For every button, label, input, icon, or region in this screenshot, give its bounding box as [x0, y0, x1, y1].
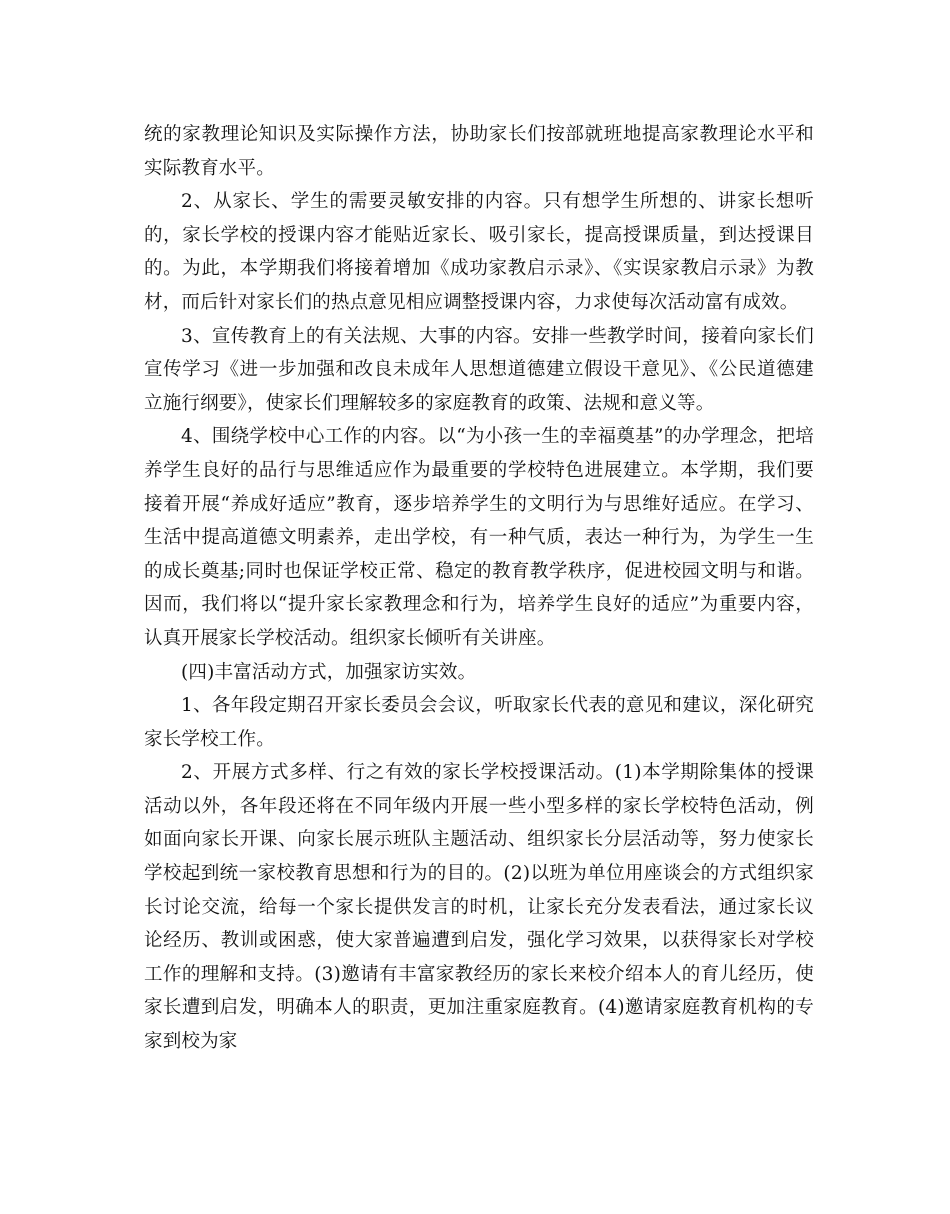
paragraph-sub-2: 2、开展方式多样、行之有效的家长学校授课活动。(1)本学期除集体的授课活动以外，各年段还将在不同年级内开展一些小型多样的家长学校特色活动，例如面向家长开课、向家长展示班队主题活动、组织家长分层活动等，努力使家长学校起到统一家校教育思想和行为的目的。(2)以班为单位用座谈会的方式组织家长讨论交流，给每一个家长提供发言的时机，让家长充分发表看法，通过家长议论经历、教训或困惑，使大家普遍遭到启发，强化学习效果，以获得家长对学校工作的理解和支持。(3)邀请有丰富家教经历的家长来校介绍本人的育儿经历，使家长遭到启发，明确本人的职责，更加注重家庭教育。(4)邀请家庭教育机构的专家到校为家: [144, 762, 814, 1053]
document-page: [144, 118, 814, 1059]
paragraph-continuation: 统的家教理论知识及实际操作方法，协助家长们按部就班地提高家教理论水平和实际教育水平。: [144, 124, 814, 179]
paragraph-item-2: 2、从家长、学生的需要灵敏安排的内容。只有想学生所想的、讲家长想听的，家长学校的授课内容才能贴近家长、吸引家长，提高授课质量，到达授课目的。为此，本学期我们将接着增加《成功家教启示录》、《实误家教启示录》为教材，而后针对家长们的热点意见相应调整授课内容，力求使每次活动富有成效。: [144, 191, 814, 313]
paragraph-item-4: 4、围绕学校中心工作的内容。以“为小孩一生的幸福奠基”的办学理念，把培养学生良好的品行与思维适应作为最重要的学校特色进展建立。本学期，我们要接着开展“养成好适应”教育，逐步培养学生的文明行为与思维好适应。在学习、生活中提高道德文明素养，走出学校，有一种气质，表达一种行为，为学生一生的成长奠基;同时也保证学校正常、稳定的教育教学秩序，促进校园文明与和谐。因而，我们将以“提升家长家教理念和行为，培养学生良好的适应”为重要内容，认真开展家长学校活动。组织家长倾听有关讲座。: [144, 426, 814, 649]
section-heading: (四)丰富活动方式，加强家访实效。: [181, 661, 477, 683]
paragraph-sub-1: 1、各年段定期召开家长委员会会议，听取家长代表的意见和建议，深化研究家长学校工作。: [144, 695, 814, 750]
paragraph-item-3: 3、宣传教育上的有关法规、大事的内容。安排一些教学时间，接着向家长们宣传学习《进一步加强和改良未成年人思想道德建立假设干意见》、《公民道德建立施行纲要》，使家长们理解较多的家庭教育的政策、法规和意义等。: [144, 325, 814, 414]
